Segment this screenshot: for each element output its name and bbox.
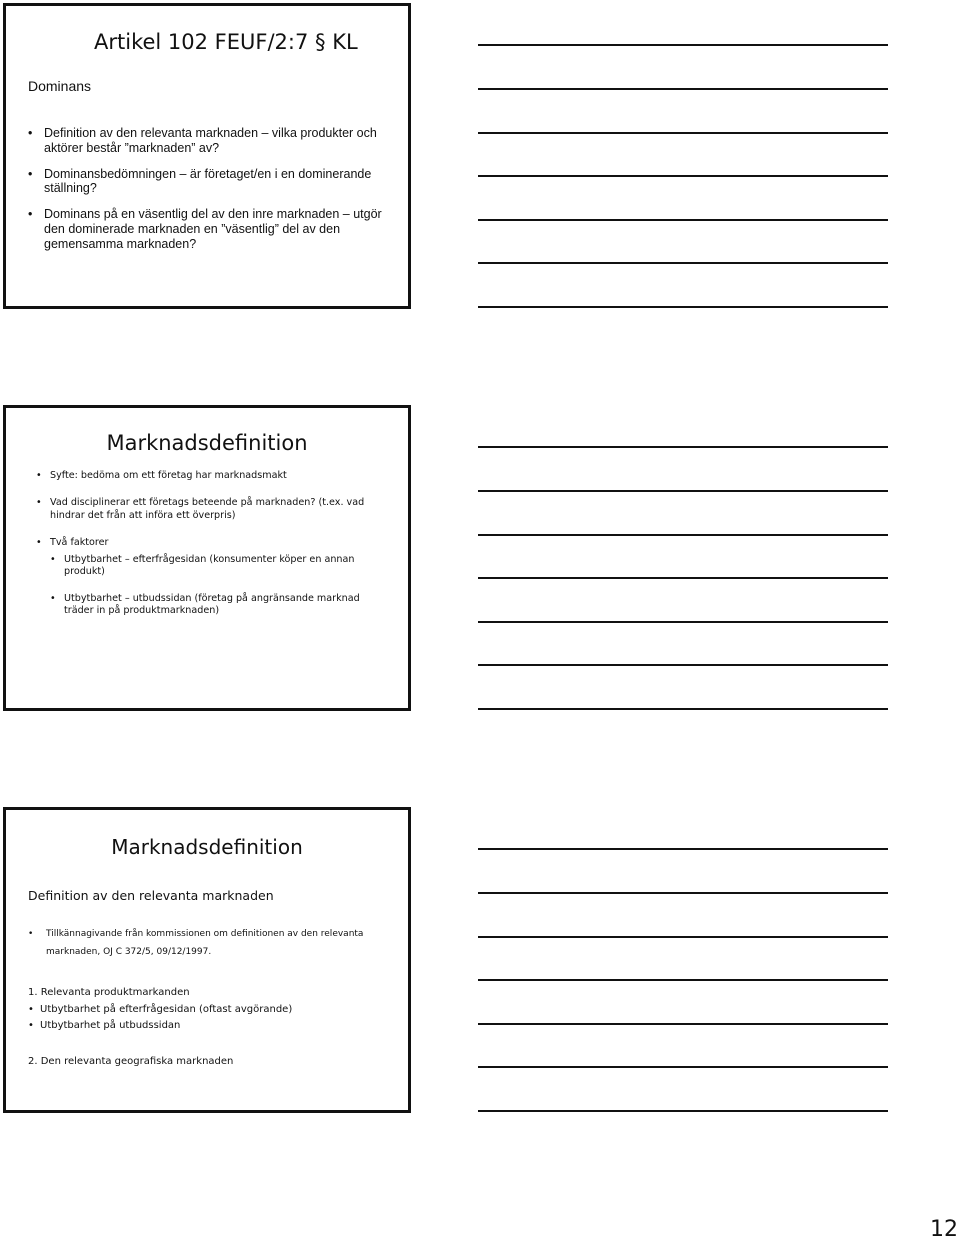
slide-1 (3, 3, 411, 309)
note-line (478, 534, 888, 536)
bullet-icon: • (28, 126, 33, 140)
note-line (478, 708, 888, 710)
list-item (28, 1018, 292, 1035)
note-line (478, 446, 888, 448)
slide-1-bullet-list (28, 126, 398, 262)
note-line (478, 848, 888, 850)
list-item-text: Syfte: bedöma om ett företag har marknadsmakt (50, 470, 287, 481)
list-item (28, 167, 398, 197)
sub-list-item (50, 593, 376, 618)
product-market-heading: 1. Relevanta produktmarkanden (28, 987, 190, 998)
geographic-market-heading: 2. Den relevanta geografiska marknaden (28, 1056, 234, 1067)
list-item-text: Definition av den relevanta marknaden – vilka produkter och aktörer består ”marknaden” av? (44, 126, 377, 155)
slide-2 (3, 405, 411, 711)
note-line (478, 892, 888, 894)
note-line (478, 44, 888, 46)
list-item-text: Vad disciplinerar ett företags beteende på marknaden? (t.ex. vad hindrar det från att införa ett överpris) (50, 497, 365, 521)
slide-3 (3, 807, 411, 1113)
bullet-icon: • (50, 553, 56, 565)
sub-list-item-text: Utbytbarhet – efterfrågesidan (konsumenter köper en annan produkt) (64, 553, 355, 578)
list-item (36, 497, 376, 522)
note-line (478, 262, 888, 264)
bullet-icon: • (28, 929, 34, 939)
slide-1-title: Artikel 102 FEUF/2:7 § KL (94, 30, 358, 54)
note-line (478, 88, 888, 90)
slide-3-heading: Definition av den relevanta marknaden (28, 888, 274, 903)
note-line (478, 132, 888, 134)
list-item (28, 1002, 292, 1019)
note-line (478, 621, 888, 623)
bullet-icon: • (36, 497, 42, 509)
note-text: Tillkännagivande från kommissionen om definitionen av den relevanta marknaden, OJ C 372/5, 09/12/1997. (46, 929, 364, 958)
note-line (478, 1066, 888, 1068)
bullet-icon: • (50, 592, 56, 604)
bullet-icon: • (28, 1003, 34, 1015)
bullet-icon: • (28, 1020, 34, 1031)
list-item-text: Två faktorer (50, 537, 109, 549)
note-line (478, 979, 888, 981)
list-item (28, 126, 398, 156)
list-item-text: Dominansbedömningen – är företaget/en i en dominerande ställning? (44, 166, 372, 196)
page-number: 12 (930, 1217, 958, 1242)
note-line (478, 175, 888, 177)
slide-3-title: Marknadsdefinition (111, 835, 303, 859)
note-line (478, 1110, 888, 1112)
list-item (36, 537, 376, 617)
slide-3-note (28, 925, 386, 962)
bullet-icon: • (28, 166, 33, 181)
list-item (28, 207, 398, 251)
note-line (478, 1023, 888, 1025)
product-market-section (28, 985, 292, 1035)
slide-2-title: Marknadsdefinition (106, 431, 308, 455)
note-line (478, 490, 888, 492)
bullet-icon: • (36, 537, 42, 549)
note-line (478, 219, 888, 221)
sub-list-item (50, 554, 376, 579)
list-item-text: Dominans på en väsentlig del av den inre marknaden – utgör den dominerade marknaden en ”väsentlig” del av den gemensamma marknaden? (44, 207, 382, 251)
note-line (478, 664, 888, 666)
sub-list-item-text: Utbytbarhet – utbudssidan (företag på angränsande marknad träder in på produktmarknaden) (64, 592, 360, 617)
note-line (478, 577, 888, 579)
list-item-text: Utbytbarhet på utbudssidan (40, 1020, 181, 1031)
slide-1-subtitle: Dominans (28, 78, 92, 94)
note-line (478, 306, 888, 308)
list-item-text: Utbytbarhet på efterfrågesidan (oftast avgörande) (40, 1003, 293, 1015)
bullet-icon: • (28, 207, 33, 221)
bullet-icon: • (36, 470, 42, 481)
list-item (36, 470, 376, 482)
slide-2-bullet-list (36, 470, 376, 632)
note-line (478, 936, 888, 938)
